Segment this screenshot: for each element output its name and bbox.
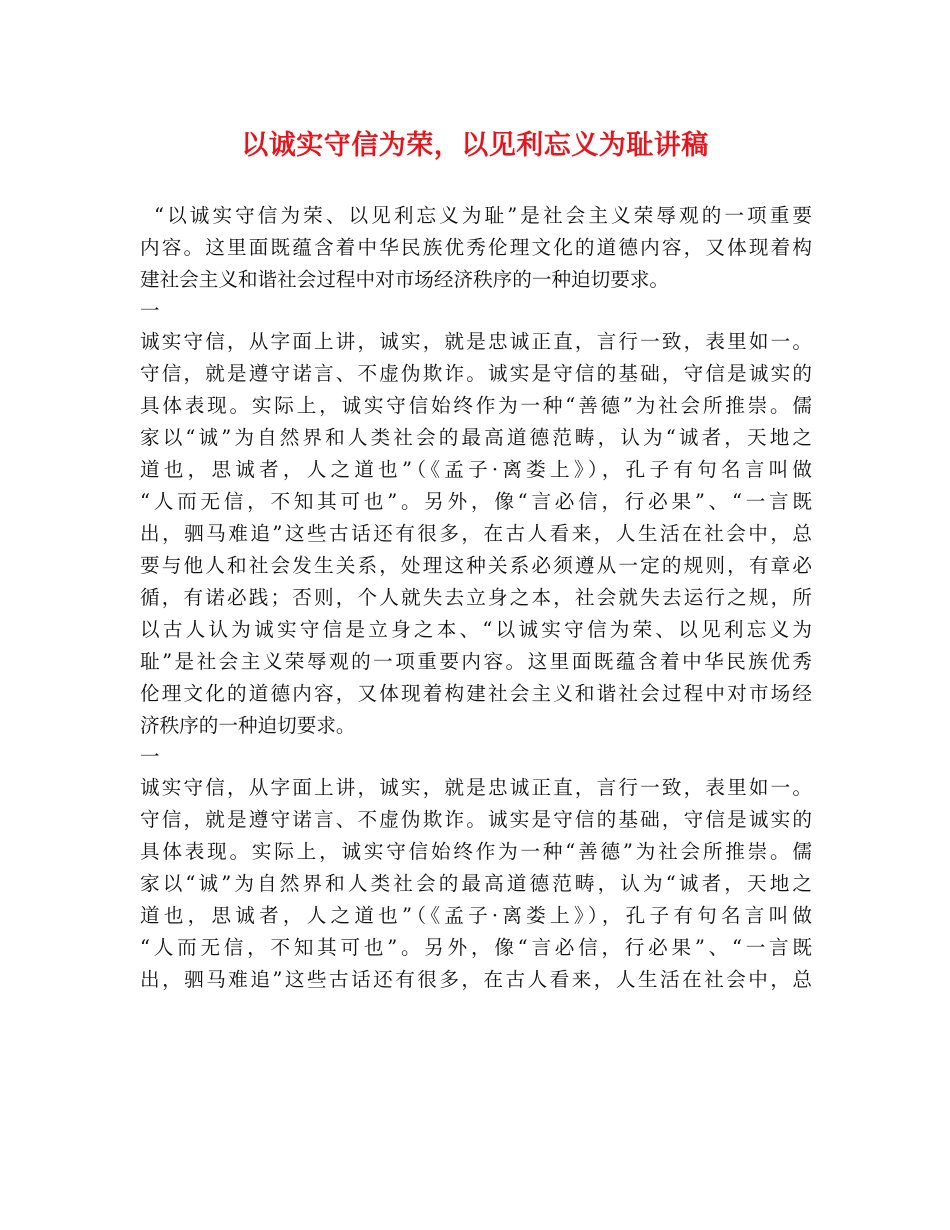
paragraph-line: 具体表现。实际上，诚实守信始终作为一种“善德”为社会所推崇。儒 [140, 394, 812, 417]
paragraph-line: 道也，思诚者，人之道也”（《孟子·离娄上》），孔子有句名言叫做 [140, 458, 812, 481]
paragraph-line: 守信，就是遵守诺言、不虚伪欺诈。诚实是守信的基础，守信是诚实的 [140, 362, 812, 385]
section-marker: 一 [140, 299, 160, 322]
paragraph-line: 出，驷马难追”这些古话还有很多，在古人看来，人生活在社会中，总 [140, 522, 812, 545]
intro-line: 内容。这里面既蕴含着中华民族优秀伦理文化的道德内容，又体现着构 [140, 236, 812, 259]
paragraph-line: 家以“诚”为自然界和人类社会的最高道德范畴，认为“诚者，天地之 [140, 872, 812, 895]
paragraph-line: 诚实守信，从字面上讲，诚实，就是忠诚正直，言行一致，表里如一。 [140, 776, 812, 799]
paragraph-line: 以古人认为诚实守信是立身之本、“以诚实守信为荣、以见利忘义为 [140, 618, 812, 641]
document-body [140, 200, 812, 996]
paragraph-line: 伦理文化的道德内容，又体现着构建社会主义和谐社会过程中对市场经 [140, 682, 812, 705]
paragraph-line: 出，驷马难追”这些古话还有很多，在古人看来，人生活在社会中，总 [140, 968, 812, 991]
paragraph-line: 道也，思诚者，人之道也”（《孟子·离娄上》），孔子有句名言叫做 [140, 904, 812, 927]
paragraph-line: 家以“诚”为自然界和人类社会的最高道德范畴，认为“诚者，天地之 [140, 426, 812, 449]
paragraph-line: 诚实守信，从字面上讲，诚实，就是忠诚正直，言行一致，表里如一。 [140, 330, 812, 353]
paragraph-line: “人而无信，不知其可也”。另外，像“言必信，行必果”、“一言既 [140, 936, 812, 959]
paragraph-line: 耻”是社会主义荣辱观的一项重要内容。这里面既蕴含着中华民族优秀 [140, 650, 812, 673]
intro-line: “以诚实守信为荣、以见利忘义为耻”是社会主义荣辱观的一项重要 [154, 204, 812, 227]
document-title: 以诚实守信为荣，以见利忘义为耻讲稿 [241, 130, 709, 161]
intro-line: 建社会主义和谐社会过程中对市场经济秩序的一种迫切要求。 [140, 268, 670, 291]
section-marker: 一 [140, 745, 160, 768]
paragraph-line: 守信，就是遵守诺言、不虚伪欺诈。诚实是守信的基础，守信是诚实的 [140, 808, 812, 831]
paragraph-line: 循，有诺必践；否则，个人就失去立身之本，社会就失去运行之规，所 [140, 586, 812, 609]
paragraph-line: 具体表现。实际上，诚实守信始终作为一种“善德”为社会所推崇。儒 [140, 840, 812, 863]
paragraph-line: 要与他人和社会发生关系，处理这种关系必须遵从一定的规则，有章必 [140, 554, 812, 577]
paragraph-line: 济秩序的一种迫切要求。 [140, 714, 356, 737]
paragraph-line: “人而无信，不知其可也”。另外，像“言必信，行必果”、“一言既 [140, 490, 812, 513]
